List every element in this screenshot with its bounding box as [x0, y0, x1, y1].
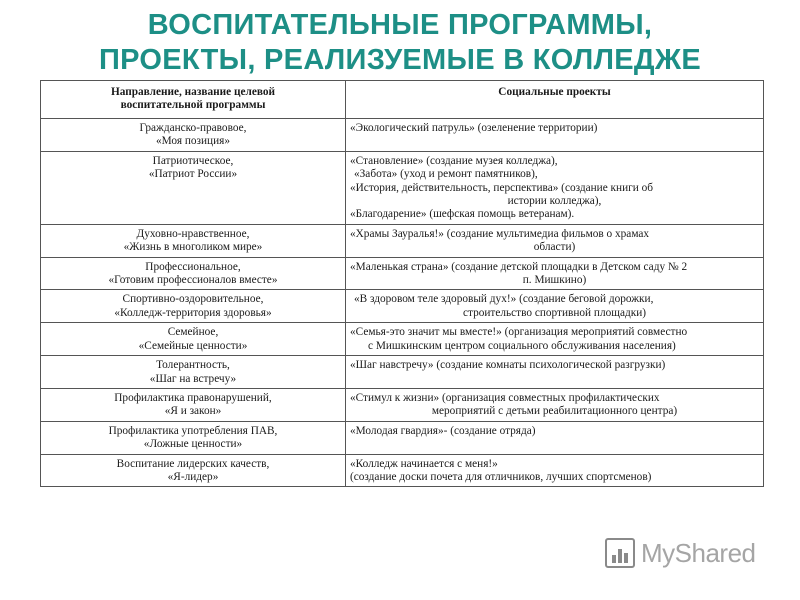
title-line-2: ПРОЕКТЫ, РЕАЛИЗУЕМЫЕ В КОЛЛЕДЖЕ: [98, 44, 701, 76]
projects-cell: [346, 454, 764, 487]
direction-cell: [41, 119, 346, 152]
project-line: с Мишкинским центром социального обслуживания населения): [368, 339, 676, 352]
header-direction: [41, 81, 346, 119]
watermark-text: MyShared: [641, 538, 756, 568]
projects-cell: [346, 119, 764, 152]
direction-line: Гражданско-правовое,: [139, 122, 247, 134]
projects-cell: [346, 356, 764, 389]
direction-line: Профилактика употребления ПАВ,: [108, 424, 278, 437]
direction-line: «Я и закон»: [164, 405, 222, 418]
table-row: [41, 119, 764, 152]
header-direction-line-1: Направление, название целевой: [110, 86, 276, 98]
project-line: «Становление» (создание музея колледжа),: [350, 154, 558, 167]
project-line: области): [533, 241, 576, 254]
table-row: [41, 356, 764, 389]
table-row: [41, 290, 764, 323]
direction-line: «Колледж-территория здоровья»: [114, 306, 272, 319]
table-header-row: [41, 81, 764, 119]
direction-cell: [41, 388, 346, 421]
direction-cell: [41, 421, 346, 454]
project-line: «Колледж начинается с меня!»: [350, 457, 498, 470]
direction-line: «Готовим профессионалов вместе»: [108, 274, 278, 287]
direction-line: Спортивно-оздоровительное,: [122, 293, 264, 306]
direction-line: Патриотическое,: [152, 154, 234, 167]
table-row: [41, 454, 764, 487]
project-line: «Храмы Зауралья!» (создание мультимедиа фильмов о храмах: [350, 227, 650, 240]
direction-line: «Жизнь в многоликом мире»: [123, 241, 263, 254]
project-line: мероприятий с детьми реабилитационного центра): [431, 405, 678, 418]
direction-line: «Я-лидер»: [167, 470, 219, 483]
table-row: [41, 257, 764, 290]
project-line: «История, действительность, перспектива» (создание книги об: [350, 181, 654, 194]
projects-cell: [346, 224, 764, 257]
direction-cell: [41, 356, 346, 389]
project-line: (создание доски почета для отличников, лучших спортсменов): [350, 470, 652, 483]
table-row: [41, 224, 764, 257]
myshared-watermark: [605, 536, 763, 572]
project-line: «Экологический патруль» (озеленение территории): [350, 122, 598, 134]
project-line: «Забота» (уход и ремонт памятников),: [354, 168, 538, 181]
direction-cell: [41, 454, 346, 487]
direction-line: Воспитание лидерских качеств,: [116, 457, 270, 470]
project-line: «Благодарение» (шефская помощь ветеранам).: [350, 208, 575, 221]
table-row: [41, 421, 764, 454]
direction-line: Профессиональное,: [145, 260, 241, 273]
project-line: п. Мишкино): [522, 274, 587, 287]
direction-line: Духовно-нравственное,: [136, 227, 250, 240]
direction-cell: [41, 224, 346, 257]
direction-cell: [41, 151, 346, 224]
direction-line: «Ложные ценности»: [143, 438, 243, 451]
project-line: «Стимул к жизни» (организация совместных профилактических: [350, 391, 660, 404]
project-line: «В здоровом теле здоровый дух!» (создание беговой дорожки,: [354, 293, 654, 306]
direction-cell: [41, 323, 346, 356]
projects-cell: [346, 290, 764, 323]
direction-line: «Шаг на встречу»: [149, 372, 237, 385]
direction-line: Семейное,: [167, 326, 219, 339]
projects-cell: [346, 388, 764, 421]
header-projects: Социальные проекты: [346, 81, 764, 119]
project-line: «Семья-это значит мы вместе!» (организация мероприятий совместно: [350, 326, 688, 339]
project-line: строительство спортивной площадки): [462, 306, 647, 319]
project-line: «Шаг навстречу» (создание комнаты психологической разгрузки): [350, 359, 666, 372]
direction-line: «Моя позиция»: [155, 135, 230, 148]
direction-line: Толерантность,: [156, 359, 230, 372]
presentation-board-icon: [605, 538, 635, 568]
table-row: [41, 388, 764, 421]
direction-line: «Патриот России»: [148, 168, 238, 181]
direction-line: «Семейные ценности»: [138, 339, 248, 352]
direction-line: Профилактика правонарушений,: [114, 391, 272, 404]
projects-cell: [346, 151, 764, 224]
direction-cell: [41, 257, 346, 290]
projects-cell: [346, 323, 764, 356]
project-line: «Молодая гвардия»- (создание отряда): [350, 424, 536, 437]
project-line: истории колледжа),: [507, 195, 602, 208]
projects-cell: [346, 257, 764, 290]
header-direction-line-2: воспитательной программы: [120, 99, 266, 112]
table-row: [41, 323, 764, 356]
table-row: [41, 151, 764, 224]
direction-cell: [41, 290, 346, 323]
project-line: «Маленькая страна» (создание детской площадки в Детском саду № 2: [350, 260, 688, 273]
programs-table: [40, 80, 764, 487]
title-line-1: ВОСПИТАТЕЛЬНЫЕ ПРОГРАММЫ,: [147, 9, 653, 41]
slide-title: [0, 8, 800, 78]
projects-cell: [346, 421, 764, 454]
